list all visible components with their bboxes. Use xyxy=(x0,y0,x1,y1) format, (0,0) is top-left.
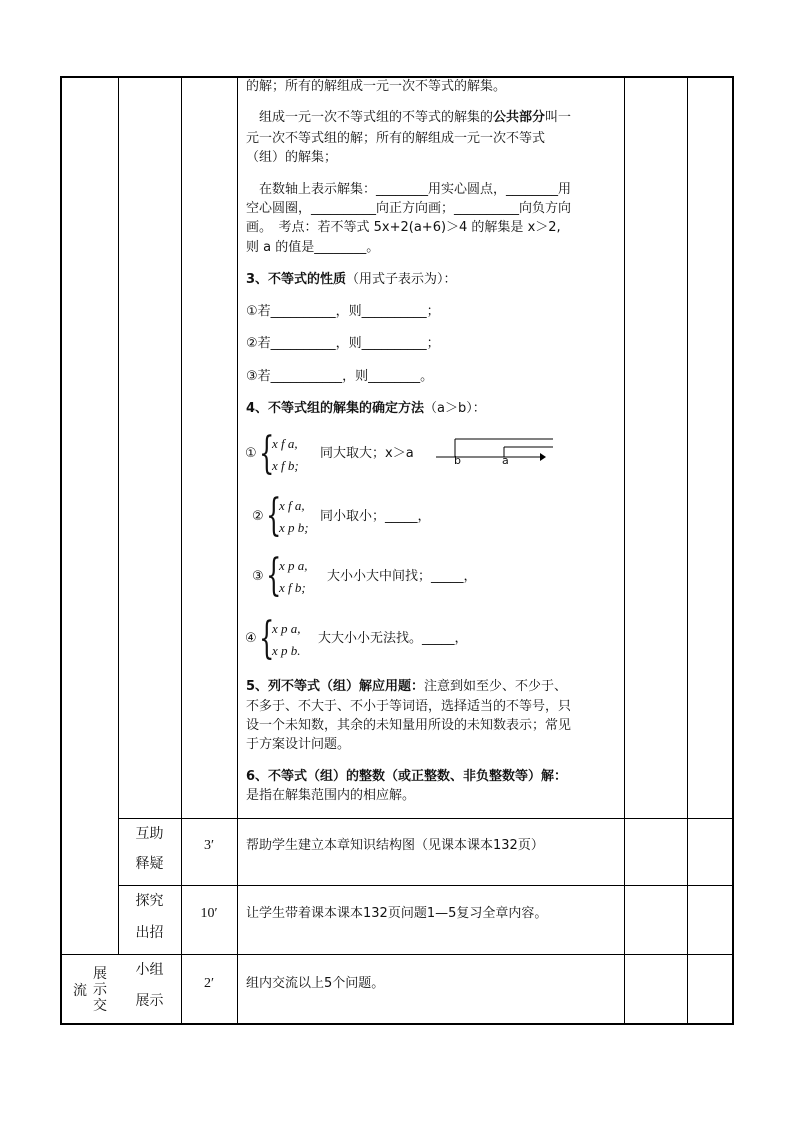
col-line-2 xyxy=(181,76,182,1025)
section-5-l3: 设一个未知数，其余的未知量用所设的未知数表示；常见 xyxy=(246,718,572,733)
paragraph-common-part: 组成一元一次不等式组的不等式的解集的公共部分叫一 xyxy=(259,110,572,125)
time-cell-3: 2′ xyxy=(203,976,215,991)
section-5-title: 5、列不等式（组）解应用题：注意到如至少、不少于、 xyxy=(246,679,568,694)
section-3-title: 3、不等式的性质（用式子表示为）： xyxy=(246,272,457,287)
section-4-title: 4、不等式组的解集的确定方法（a＞b）： xyxy=(246,401,486,416)
property-item-1: ①若__________，则__________； xyxy=(246,304,440,319)
number-line-paragraph-l2: 空心圆圈，__________向正方向画；__________向负方向 xyxy=(246,201,572,216)
section-6-l1: 是指在解集范围内的相应解。 xyxy=(246,788,416,803)
section-5-l4: 于方案设计问题。 xyxy=(246,737,351,752)
paragraph-common-part-l3: （组）的解集； xyxy=(246,150,338,165)
paragraph-common-part-l2: 元一次不等式组的解；所有的解组成一元一次不等式 xyxy=(246,131,546,146)
table-border-right xyxy=(732,76,734,1025)
number-line-paragraph-l1: 在数轴上表示解集：________用实心圆点，________用 xyxy=(259,182,572,197)
row-line-2 xyxy=(118,885,733,886)
col-line-3 xyxy=(237,76,238,1025)
property-item-2: ②若__________，则__________； xyxy=(246,336,440,351)
col-line-4 xyxy=(624,76,625,1025)
table-border-left xyxy=(60,76,62,1025)
row-line-1 xyxy=(118,818,733,819)
section-5-l2: 不多于、不大于、不小于等词语，选择适当的不等号，只 xyxy=(246,699,572,714)
row-2-content: 让学生带着课本课本132页问题1—5复习全章内容。 xyxy=(246,906,548,921)
col-line-5 xyxy=(687,76,688,1025)
time-cell-1: 3′ xyxy=(203,838,215,853)
number-line-paragraph-l3: 画。 考点：若不等式 5x+2(a+6)＞4 的解集是 x＞2, xyxy=(246,220,561,235)
time-cell-2: 10′ xyxy=(200,906,218,921)
row-3-content: 组内交流以上5个问题。 xyxy=(246,976,385,991)
section-6-title: 6、不等式（组）的整数（或正整数、非负整数等）解： xyxy=(246,769,568,784)
row-1-content: 帮助学生建立本章知识结构图（见课本课本132页） xyxy=(246,838,544,853)
property-item-3: ③若___________，则________。 xyxy=(246,369,434,384)
table-border-bottom xyxy=(60,1023,734,1025)
number-line-paragraph-l4: 则 a 的值是________。 xyxy=(246,240,380,255)
content-line-1: 的解；所有的解组成一元一次不等式的解集。 xyxy=(246,79,507,94)
